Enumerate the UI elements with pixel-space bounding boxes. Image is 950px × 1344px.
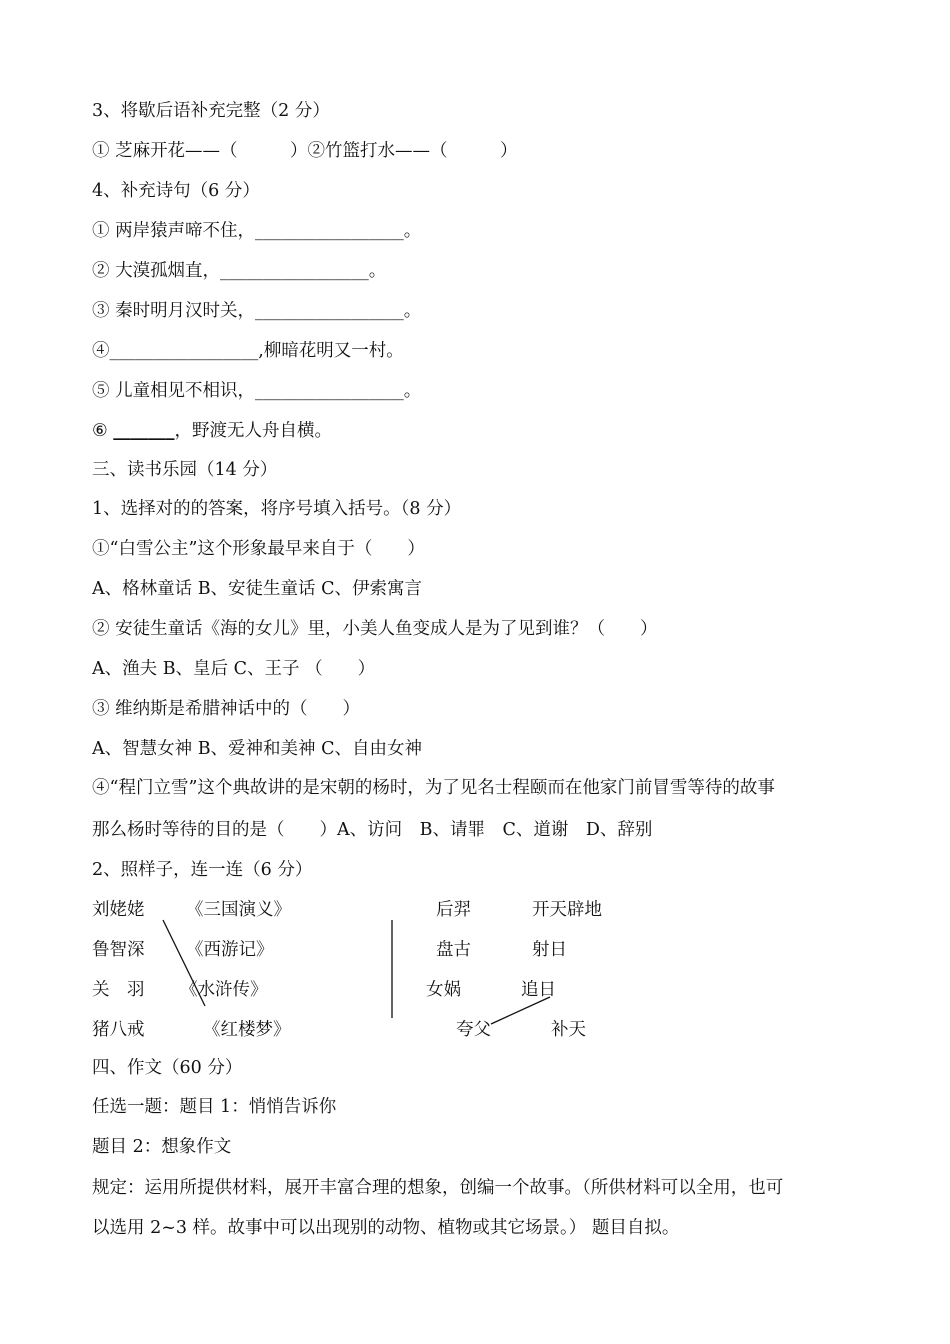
essay-topic-1: 任选一题：题目 1：悄悄告诉你: [92, 1097, 337, 1117]
poem-line-6-suffix: ，野渡无人舟自横。: [174, 421, 333, 441]
essay-requirement: 规定：运用所提供材料，展开丰富合理的想象，创编一个故事。（所供材料可以全用，也可: [92, 1178, 784, 1198]
choice-q3-options: A、智慧女神 B、爱神和美神 C、自由女神: [92, 739, 423, 759]
choice-q2-options: A、渔夫 B、皇后 C、王子 （ ）: [92, 659, 376, 679]
choice-q4-continued: 那么杨时等待的目的是（ ）A、访问 B、请罪 C、道谢 D、辞别: [92, 820, 653, 840]
matching-novel: 《西游记》: [186, 940, 274, 960]
poem-line-3: ③ 秦时明月汉时关，_________________。: [92, 301, 422, 321]
choice-q3: ③ 维纳斯是希腊神话中的（ ）: [92, 699, 361, 719]
matching-hero: 盘古: [436, 940, 471, 960]
matching-character: 鲁智深: [92, 940, 145, 960]
essay-requirement-continued: 以选用 2~3 样。故事中可以出现别的动物、植物或其它场景。） 题目自拟。: [92, 1218, 680, 1238]
choice-q4: ④“程门立雪”这个典故讲的是宋朝的杨时，为了见名士程颐而在他家门前冒雪等待的故事: [92, 778, 775, 798]
poem-line-4: ④_________________,柳暗花明又一村。: [92, 341, 404, 361]
q3-items: ① 芝麻开花——（ ）②竹篮打水——（ ）: [92, 141, 518, 161]
matching-character: 猪八戒: [92, 1020, 145, 1040]
matching-novel: 《水浒传》: [180, 980, 268, 1000]
essay-topic-2: 题目 2：想象作文: [92, 1137, 232, 1157]
matching-hero: 女娲: [426, 980, 461, 1000]
matching-deed: 补天: [551, 1020, 586, 1040]
section-3-title: 三、读书乐园（14 分）: [92, 460, 278, 480]
poem-line-6-blank: _______: [113, 421, 175, 441]
matching-deed: 射日: [532, 940, 567, 960]
matching-novel: 《红楼梦》: [203, 1020, 291, 1040]
q4-title: 4、补充诗句（6 分）: [92, 181, 260, 201]
matching-novel: 《三国演义》: [186, 900, 291, 920]
example-connector-line-right: [491, 997, 550, 1024]
matching-deed: 追日: [521, 980, 556, 1000]
section-4-title: 四、作文（60 分）: [92, 1058, 243, 1078]
poem-line-1: ① 两岸猿声啼不住，_________________。: [92, 221, 422, 241]
matching-deed: 开天辟地: [532, 900, 602, 920]
poem-line-2: ② 大漠孤烟直，_________________。: [92, 261, 387, 281]
poem-line-6-prefix: ⑥: [92, 421, 114, 441]
matching-title: 2、照样子，连一连（6 分）: [92, 860, 313, 880]
poem-line-5: ⑤ 儿童相见不相识，_________________。: [92, 381, 422, 401]
choice-question-title: 1、选择对的的答案，将序号填入括号。（8 分）: [92, 499, 462, 519]
q3-title: 3、将歇后语补充完整（2 分）: [92, 101, 330, 121]
matching-character: 关 羽: [92, 980, 145, 1000]
choice-q1-options: A、格林童话 B、安徒生童话 C、伊索寓言: [92, 579, 423, 599]
matching-hero: 夸父: [456, 1020, 491, 1040]
choice-q2: ② 安徒生童话《海的女儿》里，小美人鱼变成人是为了见到谁？（ ）: [92, 619, 658, 639]
choice-q1: ①“白雪公主”这个形象最早来自于（ ）: [92, 539, 425, 559]
matching-character: 刘姥姥: [92, 900, 145, 920]
matching-hero: 后羿: [436, 900, 471, 920]
example-connector-line-left: [163, 920, 205, 1006]
